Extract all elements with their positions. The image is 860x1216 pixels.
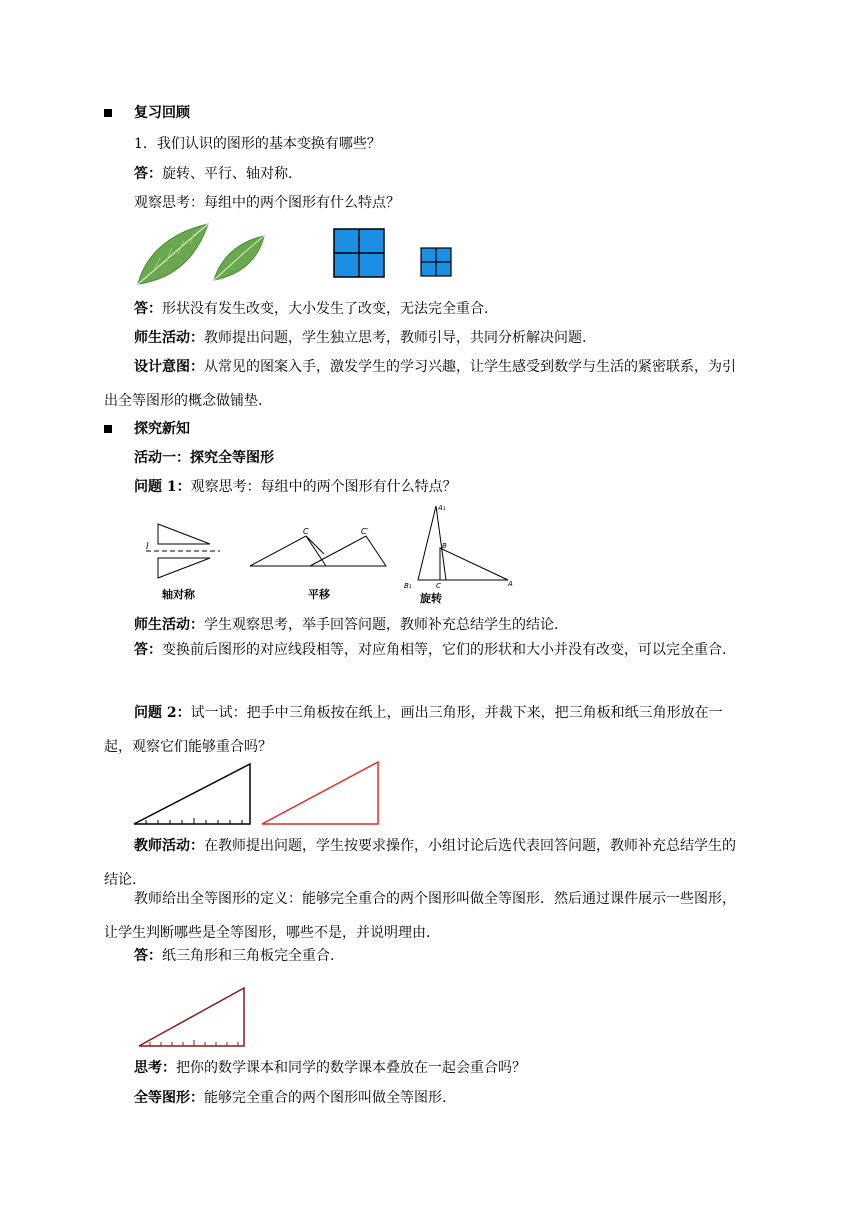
activity-label: 师生活动： bbox=[134, 330, 204, 346]
congruent-definition bbox=[134, 1088, 446, 1108]
teacher-text: 在教师提出问题，学生按要求操作，小组讨论后选代表回答问题，教师补充总结学生的结论. bbox=[104, 838, 736, 888]
activity-text: 教师提出问题，学生独立思考，教师引导，共同分析解决问题. bbox=[204, 330, 587, 346]
bullet-square-icon bbox=[104, 109, 112, 117]
answer-text: 旋转、平行、轴对称. bbox=[162, 166, 293, 182]
think-text: 把你的数学课本和同学的数学课本叠放在一起会重合吗？ bbox=[176, 1060, 526, 1076]
black-set-square bbox=[134, 764, 250, 824]
brown-set-square bbox=[139, 988, 244, 1046]
question-1: 1．我们认识的图形的基本变换有哪些？ bbox=[134, 136, 381, 152]
label-a: A bbox=[508, 580, 513, 588]
problem-label: 问题 1： bbox=[134, 479, 191, 495]
overlapped-triangle-figure bbox=[136, 984, 250, 1050]
answer-4 bbox=[134, 946, 334, 966]
label-c-rotation: C bbox=[436, 582, 441, 590]
problem-text: 试一试：把手中三角板按在纸上，画出三角形，并裁下来，把三角板和纸三角形放在一起，观察它们能够重合吗？ bbox=[104, 705, 723, 755]
think-label: 思考： bbox=[134, 1060, 176, 1076]
section-heading-explore: 探究新知 bbox=[134, 421, 190, 437]
answer-3 bbox=[104, 633, 736, 667]
think-prompt bbox=[134, 1058, 526, 1078]
answer-text: 纸三角形和三角板完全重合. bbox=[162, 948, 335, 964]
small-leaf-image bbox=[214, 236, 264, 280]
definition-paragraph bbox=[104, 882, 736, 950]
activity-1-title: 活动一：探究全等图形 bbox=[134, 450, 274, 466]
answer-text: 形状没有发生改变，大小发生了改变，无法完全重合. bbox=[162, 301, 489, 317]
large-blue-square bbox=[334, 229, 384, 277]
design-intent bbox=[104, 350, 736, 418]
label-rotation: 旋转 bbox=[420, 592, 442, 605]
set-square-figure bbox=[130, 758, 390, 828]
activity-text: 学生观察思考，举手回答问题，教师补充总结学生的结论. bbox=[204, 617, 559, 633]
bullet-square-icon bbox=[104, 425, 112, 433]
problem-2 bbox=[104, 696, 736, 764]
transformations-figure bbox=[140, 502, 530, 606]
congruent-label: 全等图形： bbox=[134, 1090, 204, 1106]
design-text: 从常见的图案入手，激发学生的学习兴趣，让学生感受到数学与生活的紧密联系，为引出全等图形的概念做铺垫. bbox=[104, 359, 736, 409]
label-l: l bbox=[146, 542, 149, 552]
small-blue-square bbox=[421, 248, 451, 276]
label-a1: A₁ bbox=[438, 504, 446, 512]
label-axial-symmetry: 轴对称 bbox=[162, 588, 195, 601]
teacher-label: 教师活动： bbox=[134, 838, 204, 854]
answer-text: 变换前后图形的对应线段相等，对应角相等，它们的形状和大小并没有改变，可以完全重合. bbox=[162, 642, 727, 658]
problem-text: 观察思考：每组中的两个图形有什么特点？ bbox=[190, 479, 457, 495]
rotation-figure bbox=[404, 504, 513, 605]
axial-symmetry-figure bbox=[146, 524, 220, 601]
answer-label: 答： bbox=[134, 301, 162, 317]
answer-label: 答： bbox=[134, 642, 162, 658]
section-heading-review: 复习回顾 bbox=[134, 105, 190, 121]
definition-text: 教师给出全等图形的定义：能够完全重合的两个图形叫做全等图形．然后通过课件展示一些图形，让学生判断哪些是全等图形，哪些不是，并说明理由. bbox=[104, 891, 736, 941]
teacher-student-activity-2 bbox=[134, 615, 558, 635]
large-leaf-image bbox=[138, 224, 208, 284]
answer-2 bbox=[134, 299, 488, 319]
label-translation: 平移 bbox=[308, 588, 330, 601]
red-paper-triangle bbox=[262, 762, 378, 824]
answer-label: 答： bbox=[134, 166, 162, 182]
problem-label: 问题 2： bbox=[134, 705, 191, 721]
activity-label: 师生活动： bbox=[134, 617, 204, 633]
design-label: 设计意图： bbox=[134, 359, 204, 375]
problem-1 bbox=[134, 477, 457, 497]
answer-1 bbox=[134, 164, 292, 184]
answer-label: 答： bbox=[134, 948, 162, 964]
teacher-student-activity bbox=[134, 328, 586, 348]
label-b: B bbox=[442, 542, 447, 550]
observe-prompt: 观察思考：每组中的两个图形有什么特点？ bbox=[134, 195, 400, 211]
leaves-squares-figure bbox=[134, 220, 464, 290]
label-c: C bbox=[303, 527, 309, 536]
label-c-prime: C′ bbox=[361, 527, 369, 536]
label-b1: B₁ bbox=[404, 582, 412, 590]
translation-figure bbox=[250, 527, 386, 601]
congruent-text: 能够完全重合的两个图形叫做全等图形. bbox=[204, 1090, 447, 1106]
